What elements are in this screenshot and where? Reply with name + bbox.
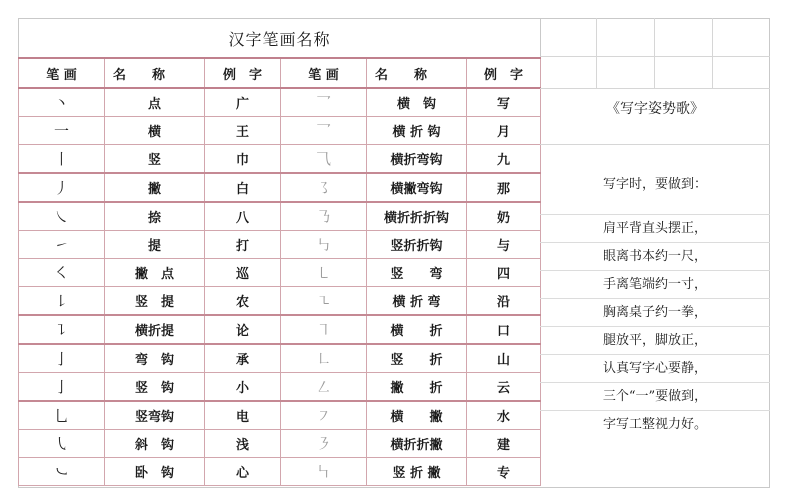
table-row: [19, 315, 541, 344]
poem-title: 《写字姿势歌》: [606, 101, 704, 117]
example-character: 专: [467, 458, 541, 486]
stroke-glyph: 亅: [19, 344, 105, 373]
stroke-name: 点: [105, 88, 205, 117]
stroke-glyph: ㇛: [19, 259, 105, 287]
stroke-name: 横 折: [367, 315, 467, 344]
example-character: 承: [205, 344, 281, 373]
stroke-glyph: ㇇: [281, 401, 367, 430]
example-character: 月: [467, 117, 541, 145]
stroke-glyph: ㇞: [281, 458, 367, 486]
stroke-glyph: ㇡: [281, 202, 367, 231]
example-character: 水: [467, 401, 541, 430]
stroke-name: 竖 折: [367, 344, 467, 373]
stroke-glyph: 丿: [19, 173, 105, 202]
stroke-glyph: ㇙: [19, 287, 105, 316]
header-name-1: 名 称: [105, 58, 205, 88]
stroke-glyph: ㇗: [281, 344, 367, 373]
stroke-glyph: ㇉: [281, 231, 367, 259]
stroke-name-table: [18, 18, 541, 486]
example-character: 奶: [467, 202, 541, 231]
table-title-row: [19, 19, 541, 59]
example-character: 农: [205, 287, 281, 316]
stroke-name: 竖折折钩: [367, 231, 467, 259]
stroke-glyph: 乛: [281, 117, 367, 145]
example-character: 口: [467, 315, 541, 344]
stroke-glyph: ㇂: [19, 430, 105, 458]
stroke-glyph: ㇄: [281, 259, 367, 287]
stroke-glyph: 丶: [19, 88, 105, 117]
stroke-name: 横: [105, 117, 205, 145]
stroke-name: 横 折 钩: [367, 117, 467, 145]
example-character: 巡: [205, 259, 281, 287]
stroke-name: 横 钩: [367, 88, 467, 117]
poem-line: 手离笔端约一寸，: [540, 270, 770, 298]
stroke-name: 竖 提: [105, 287, 205, 316]
stroke-glyph: ㇀: [19, 231, 105, 259]
example-character: 电: [205, 401, 281, 430]
poem-line: 三个“一”要做到，: [540, 382, 770, 410]
example-character: 建: [467, 430, 541, 458]
stroke-name: 横折提: [105, 315, 205, 344]
table-row: [19, 88, 541, 117]
stroke-name: 竖 折 撇: [367, 458, 467, 486]
poem-line: 胸离桌子约一拳，: [540, 298, 770, 326]
poem-line: 肩平背直头摆正，: [540, 214, 770, 242]
table-row: [19, 173, 541, 202]
header-name-2: 名 称: [367, 58, 467, 88]
stroke-glyph: 乛: [281, 88, 367, 117]
example-character: 那: [467, 173, 541, 202]
stroke-name: 撇 点: [105, 259, 205, 287]
header-stroke-1: 笔 画: [19, 58, 105, 88]
example-character: 广: [205, 88, 281, 117]
stroke-name: 斜 钩: [105, 430, 205, 458]
stroke-name: 横折弯钩: [367, 145, 467, 174]
table-row: [19, 259, 541, 287]
table-row: [19, 145, 541, 174]
example-character: 打: [205, 231, 281, 259]
poem-grid: [540, 18, 770, 88]
stroke-glyph: ㇍: [281, 287, 367, 316]
stroke-glyph: ㇊: [19, 315, 105, 344]
stroke-name: 竖弯钩: [105, 401, 205, 430]
table-row: [19, 373, 541, 402]
table-row: [19, 401, 541, 430]
example-character: 沿: [467, 287, 541, 316]
example-character: 八: [205, 202, 281, 231]
header-stroke-2: 笔 画: [281, 58, 367, 88]
stroke-name: 弯 钩: [105, 344, 205, 373]
poem-line: 眼离书本约一尺，: [540, 242, 770, 270]
example-character: 王: [205, 117, 281, 145]
stroke-name: 竖 弯: [367, 259, 467, 287]
stroke-name: 撇 折: [367, 373, 467, 402]
stroke-name: 撇: [105, 173, 205, 202]
header-example-2: 例 字: [467, 58, 541, 88]
poem-line: 字写工整视力好。: [540, 410, 770, 438]
stroke-name: 横 撇: [367, 401, 467, 430]
poem-panel: [540, 18, 770, 488]
example-character: 白: [205, 173, 281, 202]
stroke-glyph: ㇏: [19, 202, 105, 231]
example-character: 巾: [205, 145, 281, 174]
stroke-glyph: ㇃: [19, 458, 105, 486]
stroke-glyph: ㇕: [281, 315, 367, 344]
stroke-name: 横折折撇: [367, 430, 467, 458]
table-row: [19, 430, 541, 458]
table-row: [19, 202, 541, 231]
stroke-glyph: 丨: [19, 145, 105, 174]
stroke-glyph: 一: [19, 117, 105, 145]
example-character: 云: [467, 373, 541, 402]
table-row: [19, 117, 541, 145]
example-character: 小: [205, 373, 281, 402]
stroke-name: 横撇弯钩: [367, 173, 467, 202]
stroke-name: 卧 钩: [105, 458, 205, 486]
poem-intro: 写字时，要做到：: [602, 177, 707, 192]
stroke-glyph: ⺄: [281, 145, 367, 174]
example-character: 心: [205, 458, 281, 486]
example-character: 九: [467, 145, 541, 174]
example-character: 四: [467, 259, 541, 287]
stroke-glyph: ㇌: [281, 173, 367, 202]
table-row: [19, 344, 541, 373]
table-title: 汉字笔画名称: [19, 19, 541, 59]
example-character: 论: [205, 315, 281, 344]
stroke-name: 竖 钩: [105, 373, 205, 402]
poem-line: 认真写字心要静，: [540, 354, 770, 382]
stroke-name: 捺: [105, 202, 205, 231]
poem-lines: [540, 214, 770, 438]
table-row: [19, 287, 541, 316]
example-character: 写: [467, 88, 541, 117]
stroke-glyph: 乚: [19, 401, 105, 430]
poem-line: 腿放平，脚放正，: [540, 326, 770, 354]
stroke-glyph: 亅: [19, 373, 105, 402]
header-example-1: 例 字: [205, 58, 281, 88]
table-row: [19, 458, 541, 486]
stroke-glyph: ㇜: [281, 373, 367, 402]
stroke-name: 横折折折钩: [367, 202, 467, 231]
table-row: [19, 231, 541, 259]
stroke-name: 横 折 弯: [367, 287, 467, 316]
example-character: 山: [467, 344, 541, 373]
example-character: 浅: [205, 430, 281, 458]
stroke-glyph: ㇋: [281, 430, 367, 458]
table-header-row: [19, 58, 541, 88]
example-character: 与: [467, 231, 541, 259]
stroke-name: 竖: [105, 145, 205, 174]
stroke-name: 提: [105, 231, 205, 259]
